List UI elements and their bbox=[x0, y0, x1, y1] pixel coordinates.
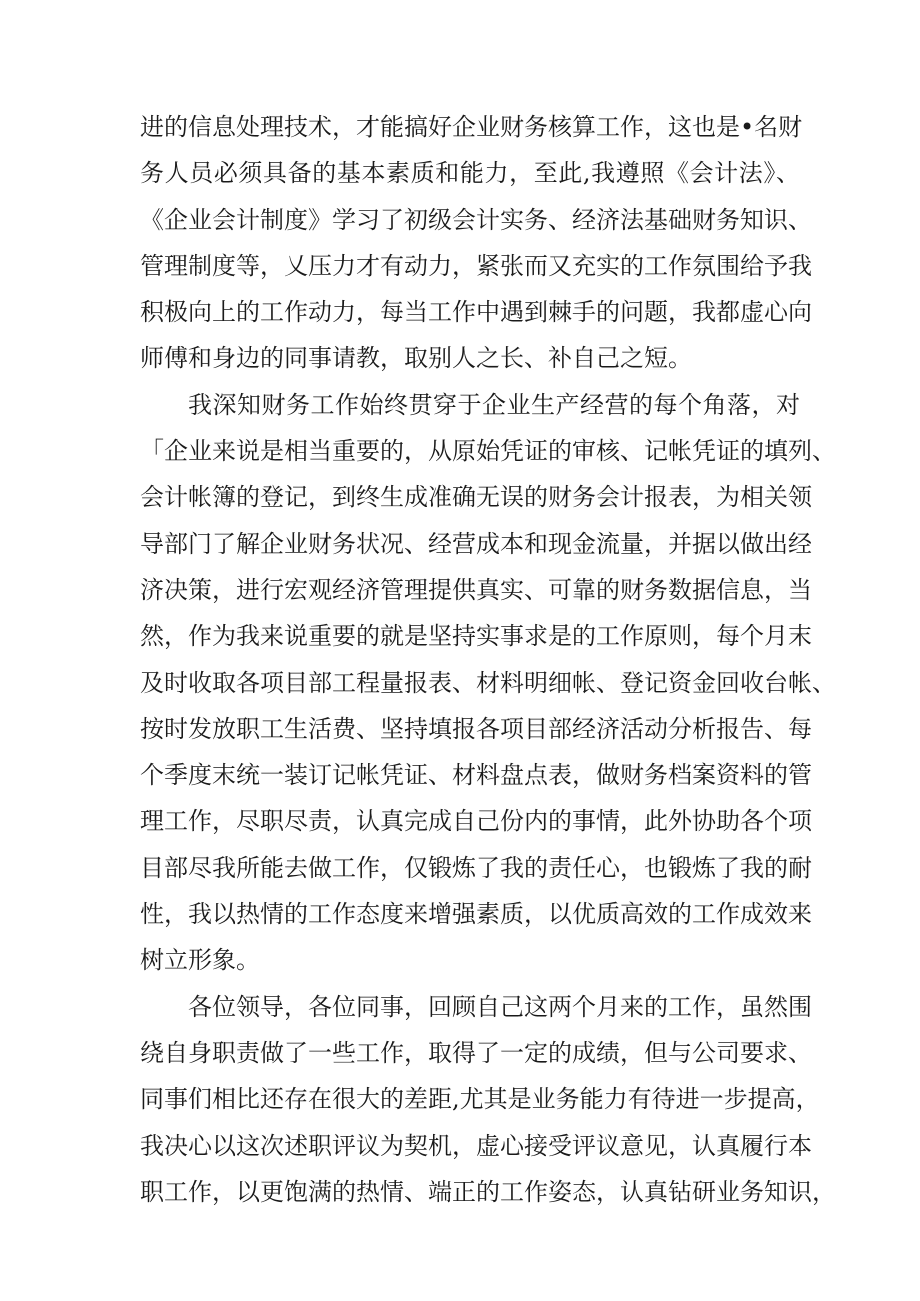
paragraph-3-line-2: 绕自身职责做了一些工作，取得了一定的成绩，但与公司要求、 bbox=[140, 1038, 812, 1067]
paragraph-1-line-4: 管理制度等，乂压力才有动力，紧张而又充实的工作氛围给予我 bbox=[140, 251, 812, 280]
paragraph-2-line-10: 理工作，尽职尽责，认真完成自己份内的事情，此外协助各个项 bbox=[140, 807, 812, 836]
paragraph-2-line-6: 然，作为我来说重要的就是坚持实事求是的工作原则，每个月末 bbox=[140, 622, 812, 651]
paragraph-2-line-2: 「企业来说是相当重要的，从原始凭证的审核、记帐凭证的填列、 bbox=[140, 437, 836, 466]
paragraph-2-line-5: 济决策，进行宏观经济管理提供真实、可靠的财务数据信息，当 bbox=[140, 575, 812, 604]
paragraph-2-line-8: 按时发放职工生活费、坚持填报各项目部经济活动分析报告、每 bbox=[140, 714, 812, 743]
paragraph-2-line-9: 个季度末统一装订记帐凭证、材料盘点表，做财务档案资料的管 bbox=[140, 761, 812, 790]
paragraph-2-line-1: 我深知财务工作始终贯穿于企业生产经营的每个角落，对 bbox=[188, 390, 800, 419]
paragraph-1-line-1: 进的信息处理技术，才能搞好企业财务核算工作，这也是•名财 bbox=[140, 113, 803, 141]
paragraph-3-line-5: 职工作，以更饱满的热情、端正的工作姿态，认真钻研业务知识， bbox=[140, 1177, 836, 1206]
paragraph-1-line-3: 《企业会计制度》学习了初级会计实务、经济法基础财务知识、 bbox=[140, 205, 812, 234]
paragraph-2-line-4: 导部门了解企业财务状况、经营成本和现金流量，并据以做出经 bbox=[140, 529, 812, 558]
document-body bbox=[140, 104, 836, 1215]
paragraph-2-line-3: 会计帐簿的登记，到终生成准确无误的财务会计报表，为相关领 bbox=[140, 483, 812, 512]
paragraph-1-line-6: 师傅和身边的同事请教，取别人之长、补自己之短。 bbox=[140, 344, 692, 373]
paragraph-3-line-3: 同事们相比还存在很大的差距,尤其是业务能力有待进一步提高， bbox=[140, 1085, 820, 1114]
paragraph-2-line-13: 树立形象。 bbox=[140, 946, 260, 975]
paragraph-2-line-11: 目部尽我所能去做工作，仅锻炼了我的责任心，也锻炼了我的耐 bbox=[140, 853, 812, 882]
paragraph-1-line-2: 务人员必须具备的基本素质和能力，至此,我遵照《会计法》、 bbox=[140, 159, 800, 188]
paragraph-3-line-4: 我决心以这次述职评议为契机，虚心接受评议意见，认真履行本 bbox=[140, 1131, 812, 1160]
paragraph-2-line-7: 及时收取各项目部工程量报表、材料明细帐、登记资金回收台帐、 bbox=[140, 668, 836, 697]
paragraph-2-line-12: 性，我以热情的工作态度来增强素质，以优质高效的工作成效来 bbox=[140, 900, 812, 929]
paragraph-3-line-1: 各位领导，各位同事，回顾自己这两个月来的工作，虽然围 bbox=[188, 992, 812, 1021]
paragraph-1-line-5: 积极向上的工作动力，每当工作中遇到棘手的问题，我都虚心向 bbox=[140, 298, 812, 327]
